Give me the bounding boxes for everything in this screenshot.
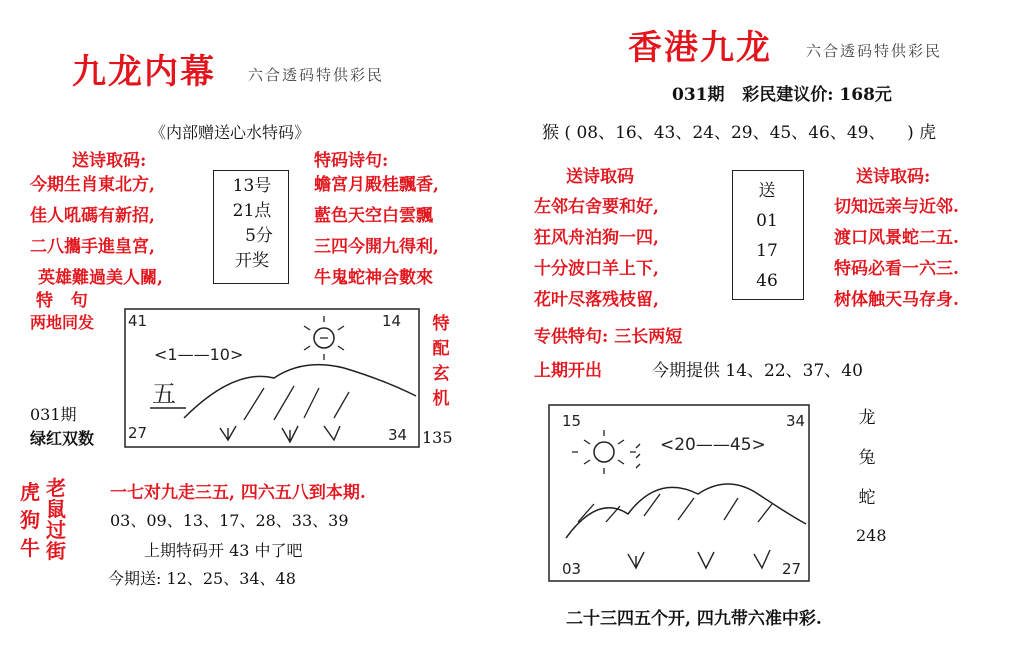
time-box-text bbox=[222, 174, 282, 274]
left-song-head: 送诗取码: bbox=[72, 151, 147, 171]
draw-date: 13号 bbox=[232, 176, 272, 196]
poem-line: 蟾宮月殿桂飄香, bbox=[314, 175, 439, 195]
sun-rays-icon bbox=[572, 430, 636, 474]
vert-char: 玄 bbox=[432, 364, 450, 384]
plant-icon bbox=[324, 426, 340, 440]
sketch-range: <1——10> bbox=[154, 345, 244, 364]
mountain-icon bbox=[566, 484, 806, 538]
sketch-range: <20——45> bbox=[660, 435, 766, 455]
sketch-corner-bl: 03 bbox=[562, 560, 582, 578]
left-color-label: 绿红双数 bbox=[30, 429, 95, 448]
draw-minute: 5分 bbox=[245, 226, 273, 246]
plant-icon bbox=[754, 550, 770, 568]
draw-hour: 21点 bbox=[232, 201, 272, 221]
vert-char: 龙 bbox=[858, 408, 876, 428]
left-poem bbox=[30, 170, 163, 294]
right-subtitle: 六合透码特供彩民 bbox=[806, 42, 943, 60]
left-line-4: 今期送: 12、25、34、48 bbox=[108, 569, 296, 588]
poem-line: 左邻右舍要和好, bbox=[534, 197, 659, 217]
right-sketch bbox=[548, 404, 810, 582]
right-last-label: 上期开出 bbox=[534, 361, 602, 381]
left-tagline: 《内部赠送心水特码》 bbox=[150, 123, 311, 142]
poem-line: 特码必看一六三. bbox=[834, 259, 959, 279]
right-issue-line: 031期 彩民建议价: 168元 bbox=[672, 85, 892, 105]
left-line-2: 03、09、13、17、28、33、39 bbox=[110, 511, 349, 530]
left-line-1: 一七对九走三五, 四六五八到本期. bbox=[110, 483, 366, 503]
right-footer: 二十三四五个开, 四九带六准中彩. bbox=[566, 609, 822, 629]
right-provide-line: 今期提供 14、22、37、40 bbox=[652, 361, 863, 381]
send-number: 46 bbox=[756, 271, 778, 291]
right-poem-right bbox=[834, 192, 959, 316]
poem-line: 渡口风景蛇二五. bbox=[834, 228, 959, 248]
draw-label: 开奖 bbox=[235, 251, 269, 271]
vert-char: 特 bbox=[432, 314, 450, 334]
sketch-char: 五 bbox=[152, 380, 176, 408]
zodiac-char: 牛 bbox=[20, 536, 40, 560]
sun-icon bbox=[594, 442, 614, 462]
zodiac-char: 老 bbox=[46, 476, 66, 500]
left-side-label: 特 句 bbox=[36, 291, 88, 311]
right-special-line: 专供特句: 三长两短 bbox=[534, 327, 683, 347]
poem-line: 花叶尽落残枝留, bbox=[534, 290, 659, 310]
left-special-head: 特码诗句: bbox=[314, 151, 389, 171]
wind-icon bbox=[636, 444, 640, 468]
plant-icon bbox=[282, 426, 298, 442]
poem-line: 十分波口羊上下, bbox=[534, 259, 659, 279]
poem-line: 英雄難過美人關, bbox=[38, 268, 163, 288]
left-vertical-text bbox=[430, 312, 452, 412]
poem-line: 树体触天马存身. bbox=[834, 290, 959, 310]
right-song-head-left: 送诗取码 bbox=[566, 167, 634, 187]
vert-char: 兔 bbox=[858, 448, 876, 468]
poem-line: 牛鬼蛇神合數來 bbox=[314, 268, 433, 288]
left-sketch bbox=[124, 308, 420, 448]
right-song-head-right: 送诗取码: bbox=[856, 167, 931, 187]
plant-icon bbox=[628, 552, 644, 568]
sketch-corner-tr: 14 bbox=[382, 312, 402, 330]
left-subtitle: 六合透码特供彩民 bbox=[248, 66, 385, 84]
zodiac-char: 过 bbox=[46, 518, 66, 542]
poem-line: 切知远亲与近邻. bbox=[834, 197, 959, 217]
sketch-corner-tl: 15 bbox=[562, 412, 582, 430]
right-vertical-text bbox=[856, 398, 878, 518]
left-issue: 031期 bbox=[30, 405, 77, 424]
send-number: 01 bbox=[756, 211, 778, 231]
sketch-frame bbox=[549, 405, 809, 581]
left-number-135: 135 bbox=[422, 428, 453, 447]
sketch-corner-br: 34 bbox=[388, 426, 408, 444]
plant-icon bbox=[698, 552, 714, 568]
vert-char: 蛇 bbox=[858, 488, 876, 508]
zodiac-char: 虎 bbox=[20, 480, 40, 504]
poem-line: 佳人吼碼有新招, bbox=[30, 206, 155, 226]
sketch-corner-tr: 34 bbox=[786, 412, 806, 430]
zodiac-left bbox=[20, 478, 40, 562]
left-special-poem bbox=[314, 170, 439, 294]
left-line-3: 上期特码开 43 中了吧 bbox=[144, 541, 303, 560]
send-label: 送 bbox=[758, 181, 776, 201]
right-poem-left bbox=[534, 192, 659, 316]
zodiac-char: 鼠 bbox=[46, 497, 66, 521]
mountain-shade-icon bbox=[244, 386, 349, 420]
sun-rays-icon bbox=[304, 316, 344, 360]
vert-char: 配 bbox=[432, 339, 450, 359]
poem-line: 三四今開九得利, bbox=[314, 237, 439, 257]
poem-line: 藍色天空白雲飄 bbox=[314, 206, 433, 226]
plant-icon bbox=[220, 426, 236, 440]
poem-line: 狂风舟泊狗一四, bbox=[534, 228, 659, 248]
right-title: 香港九龙 bbox=[628, 28, 772, 68]
send-number: 17 bbox=[756, 241, 778, 261]
poem-line: 今期生肖東北方, bbox=[30, 175, 155, 195]
sketch-corner-bl: 27 bbox=[128, 424, 148, 442]
right-number-248: 248 bbox=[856, 526, 887, 545]
right-monkey-line: 猴 ( 08、16、43、24、29、45、46、49、 ) 虎 bbox=[542, 123, 937, 143]
vert-char: 机 bbox=[432, 389, 450, 409]
zodiac-right bbox=[46, 478, 66, 562]
zodiac-char: 狗 bbox=[20, 508, 40, 532]
sketch-corner-br: 27 bbox=[782, 560, 802, 578]
send-box-text bbox=[732, 176, 802, 296]
left-title: 九龙内幕 bbox=[72, 52, 216, 92]
poem-line: 二八攜手進皇宮, bbox=[30, 237, 155, 257]
zodiac-char: 街 bbox=[46, 539, 66, 563]
left-side-label-2: 两地同发 bbox=[30, 313, 95, 332]
sketch-corner-tl: 41 bbox=[128, 312, 148, 330]
mountain-icon bbox=[184, 365, 416, 418]
